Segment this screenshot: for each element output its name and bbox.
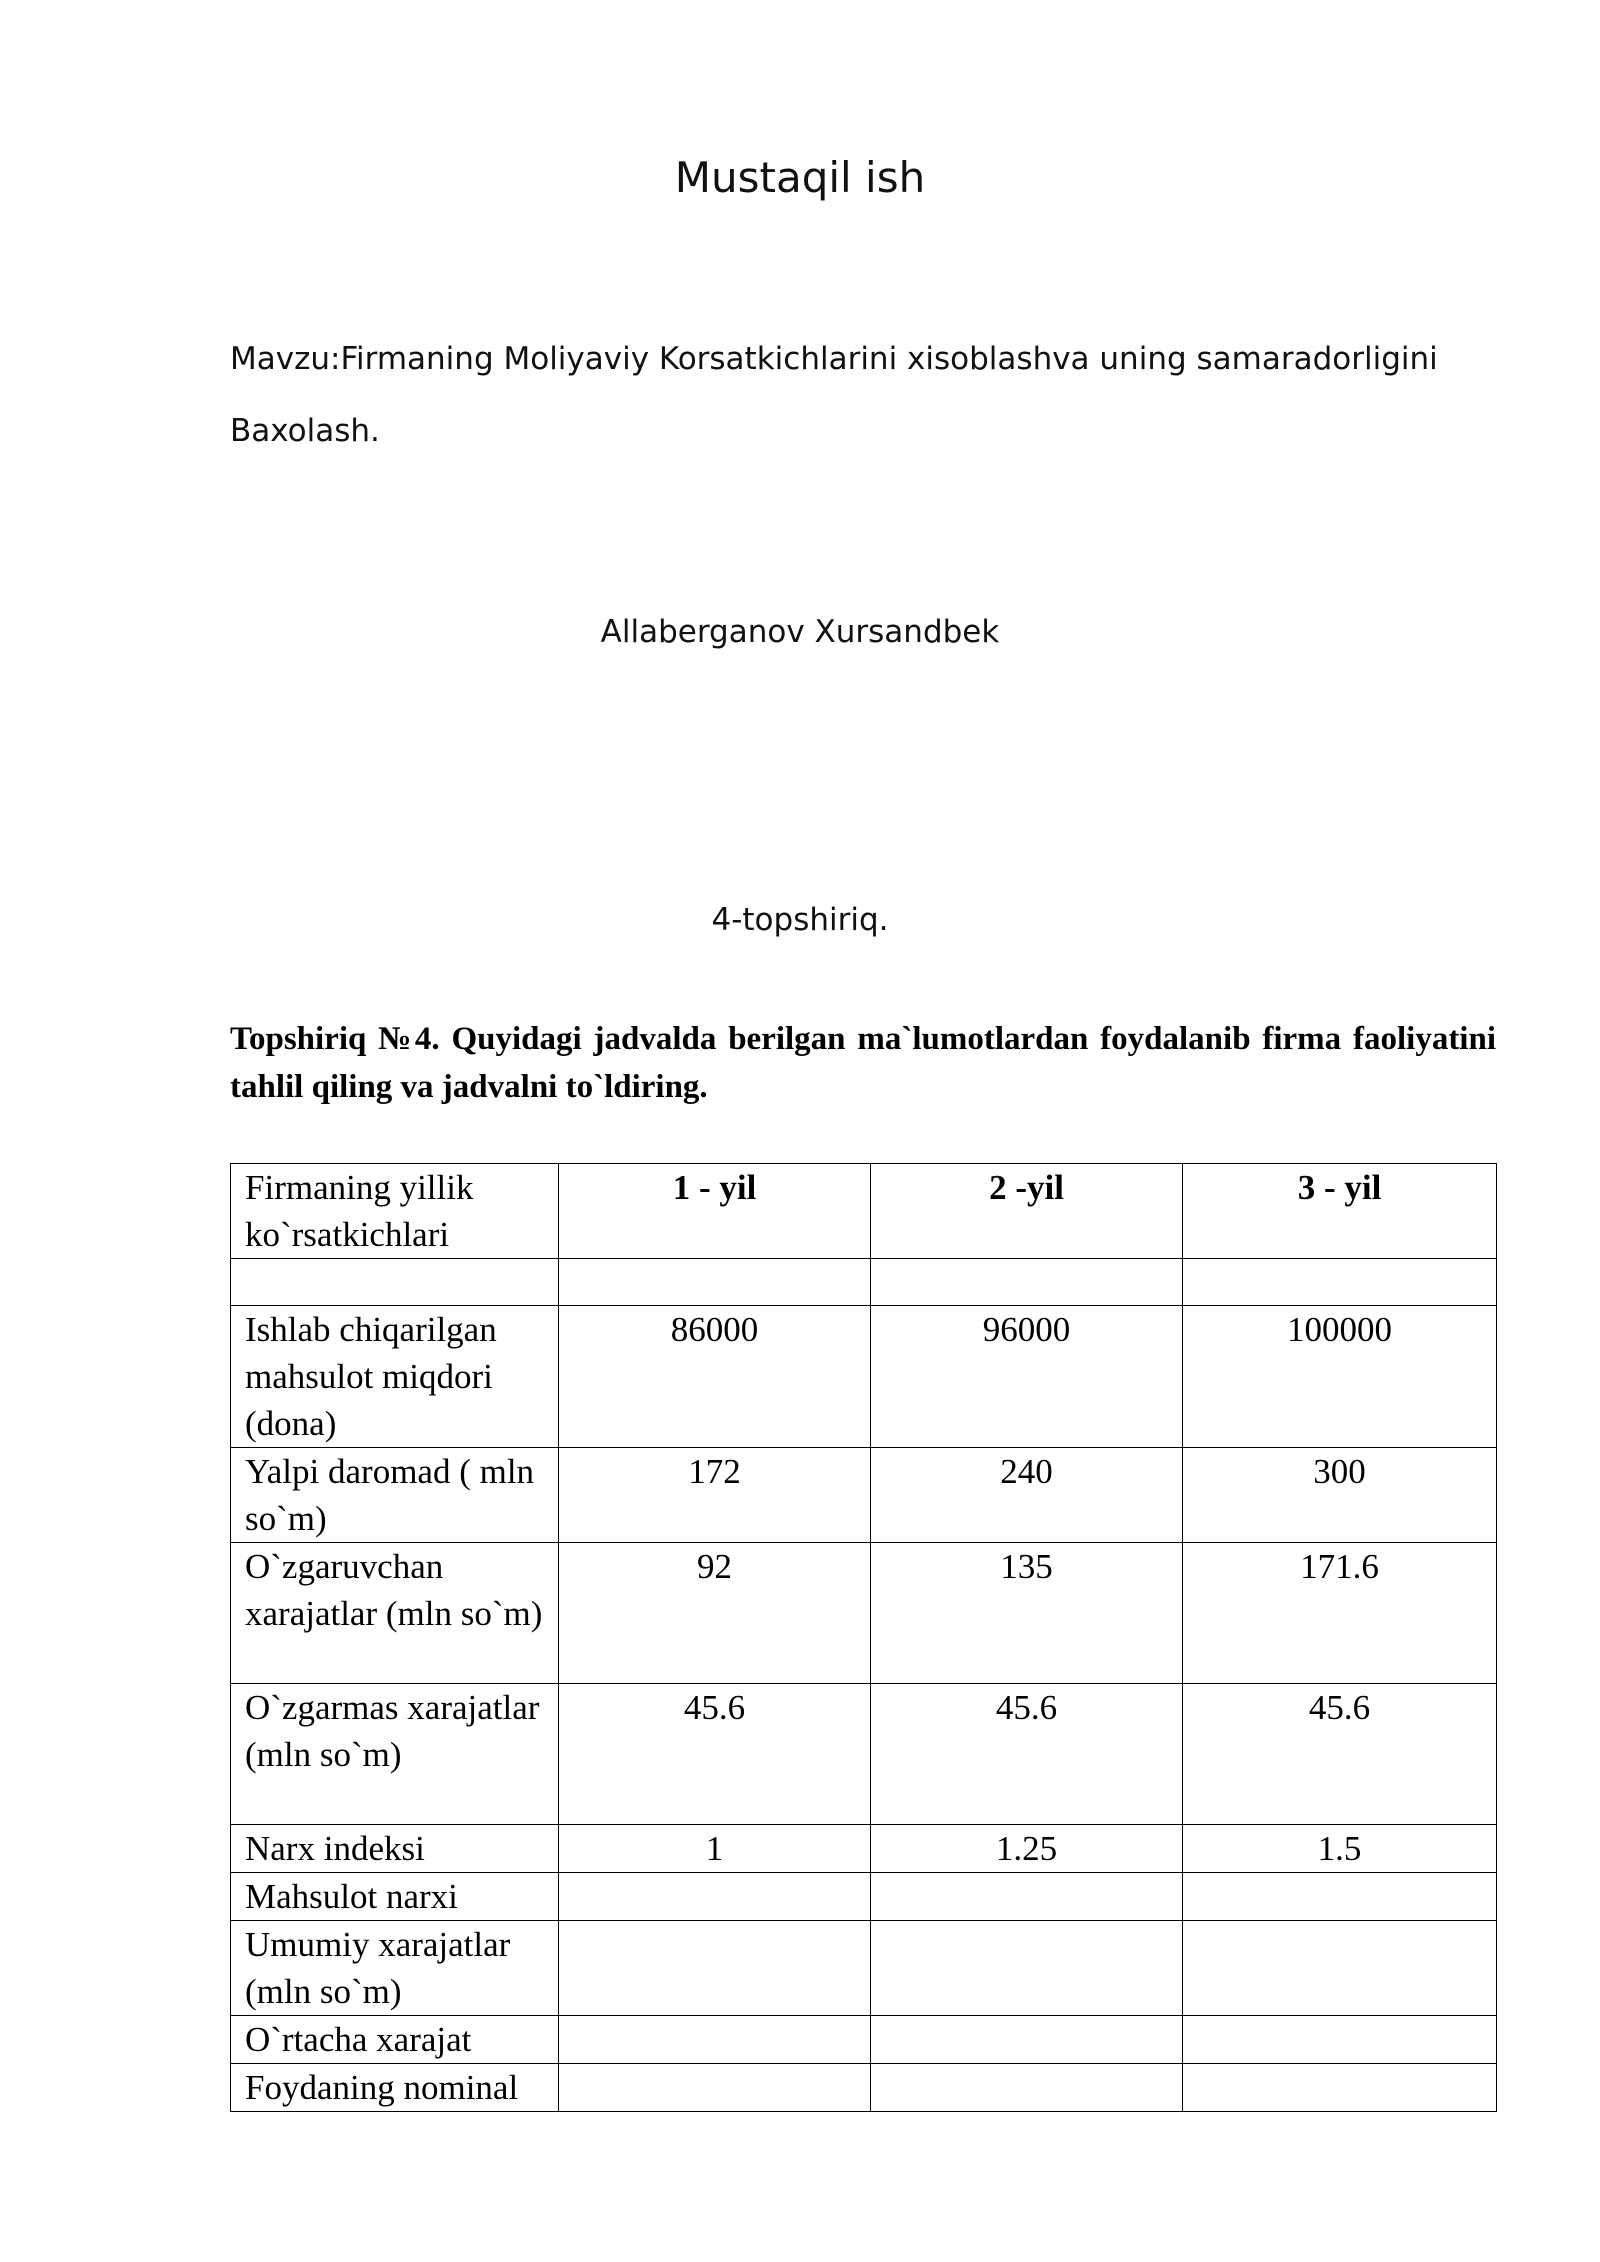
row-value: 45.6 bbox=[871, 1684, 1183, 1825]
row-value[interactable] bbox=[1183, 2064, 1497, 2112]
row-value[interactable] bbox=[559, 1873, 871, 1921]
row-value: 300 bbox=[1183, 1448, 1497, 1543]
table-header-row bbox=[231, 1164, 1497, 1259]
row-value: 1 bbox=[559, 1825, 871, 1873]
row-label: O`zgarmas xarajatlar (mln so`m) bbox=[231, 1684, 559, 1825]
task-number: 4-topshiriq. bbox=[711, 902, 889, 938]
row-value[interactable] bbox=[1183, 1259, 1497, 1306]
row-value: 1.5 bbox=[1183, 1825, 1497, 1873]
row-value: 45.6 bbox=[559, 1684, 871, 1825]
row-label: Foydaning nominal bbox=[231, 2064, 559, 2112]
header-cell-indicators: Firmaning yillik ko`rsatkichlari bbox=[231, 1164, 559, 1259]
table-row bbox=[231, 1306, 1497, 1448]
row-label[interactable] bbox=[231, 1259, 559, 1306]
indicators-table bbox=[230, 1163, 1497, 2112]
row-value[interactable] bbox=[871, 2064, 1183, 2112]
row-label: Yalpi daromad ( mln so`m) bbox=[231, 1448, 559, 1543]
header-cell-year-1: 1 - yil bbox=[559, 1164, 871, 1259]
row-value: 240 bbox=[871, 1448, 1183, 1543]
row-value: 172 bbox=[559, 1448, 871, 1543]
topic-line-2: Baxolash. bbox=[230, 413, 380, 449]
row-label: Narx indeksi bbox=[231, 1825, 559, 1873]
row-value[interactable] bbox=[871, 2016, 1183, 2064]
author-name: Allaberganov Xursandbek bbox=[600, 614, 1000, 650]
row-value[interactable] bbox=[1183, 1873, 1497, 1921]
row-value[interactable] bbox=[871, 1873, 1183, 1921]
row-value[interactable] bbox=[559, 2016, 871, 2064]
row-value: 96000 bbox=[871, 1306, 1183, 1448]
row-value: 100000 bbox=[1183, 1306, 1497, 1448]
row-value: 45.6 bbox=[1183, 1684, 1497, 1825]
row-value[interactable] bbox=[1183, 2016, 1497, 2064]
row-label: Umumiy xarajatlar (mln so`m) bbox=[231, 1921, 559, 2016]
document-title: Mustaqil ish bbox=[674, 153, 926, 202]
row-value[interactable] bbox=[559, 1921, 871, 2016]
table-row bbox=[231, 2016, 1497, 2064]
row-value[interactable] bbox=[871, 1259, 1183, 1306]
row-value[interactable] bbox=[871, 1921, 1183, 2016]
table-row bbox=[231, 1543, 1497, 1684]
row-value[interactable] bbox=[559, 2064, 871, 2112]
table-row bbox=[231, 2064, 1497, 2112]
row-value: 92 bbox=[559, 1543, 871, 1684]
table-row bbox=[231, 1921, 1497, 2016]
row-label: O`rtacha xarajat bbox=[231, 2016, 559, 2064]
table-row bbox=[231, 1684, 1497, 1825]
row-value[interactable] bbox=[1183, 1921, 1497, 2016]
task-description: Topshiriq №4. Quyidagi jadvalda berilgan ma`lumotlardan foydalanib firma faoliyatini tahlil qiling va jadvalni to`ldiring. bbox=[230, 1021, 1496, 1105]
header-cell-year-3: 3 - yil bbox=[1183, 1164, 1497, 1259]
topic-text bbox=[230, 323, 1500, 467]
table-row bbox=[231, 1873, 1497, 1921]
row-value: 86000 bbox=[559, 1306, 871, 1448]
table-row bbox=[231, 1259, 1497, 1306]
topic-line-1: Mavzu:Firmaning Moliyaviy Korsatkichlarini xisoblashva uning samaradorligini bbox=[230, 341, 1438, 377]
header-cell-year-2: 2 -yil bbox=[871, 1164, 1183, 1259]
table-row bbox=[231, 1448, 1497, 1543]
row-value[interactable] bbox=[559, 1259, 871, 1306]
row-label: Ishlab chiqarilgan mahsulot miqdori (dona) bbox=[231, 1306, 559, 1448]
row-value: 1.25 bbox=[871, 1825, 1183, 1873]
row-value: 135 bbox=[871, 1543, 1183, 1684]
row-label: Mahsulot narxi bbox=[231, 1873, 559, 1921]
table-row bbox=[231, 1825, 1497, 1873]
row-label: O`zgaruvchan xarajatlar (mln so`m) bbox=[231, 1543, 559, 1684]
row-value: 171.6 bbox=[1183, 1543, 1497, 1684]
